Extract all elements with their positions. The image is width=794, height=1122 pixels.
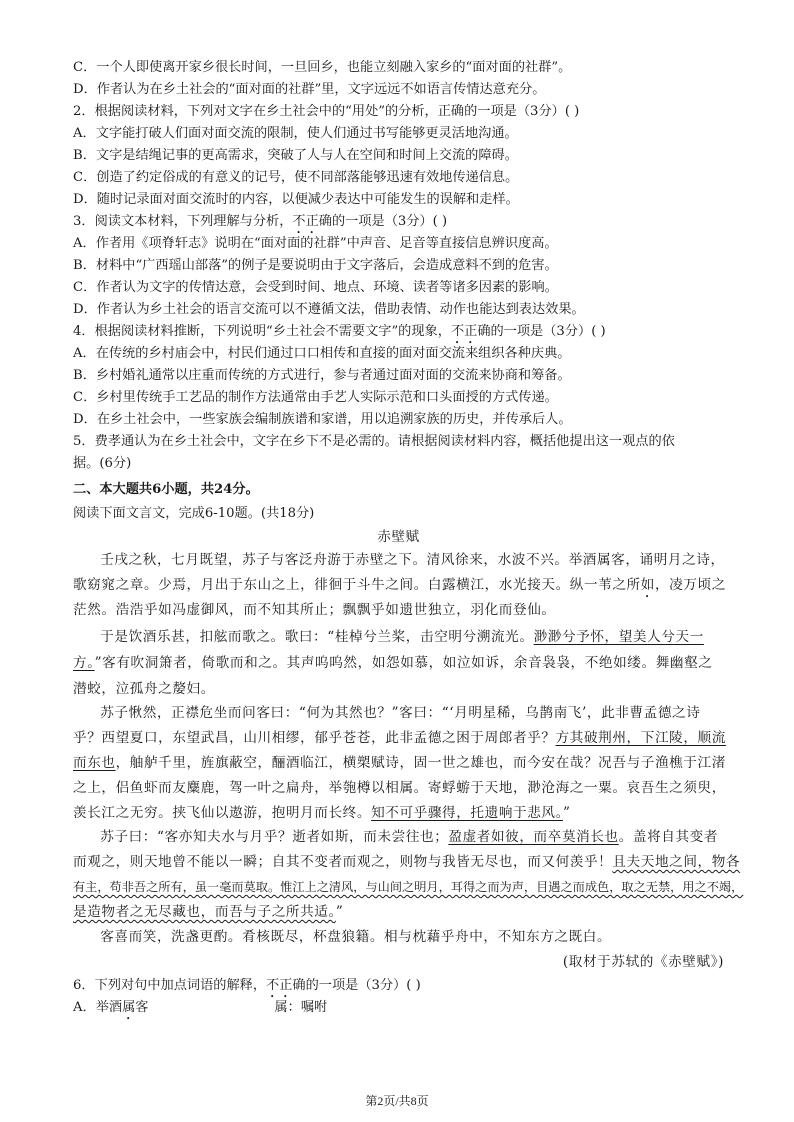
passage-p3-line3: [73, 752, 724, 774]
p3-underlined: 方其破荆州，下江陵，顺流: [555, 730, 726, 746]
q2-stem: 2．根据阅读材料，下列对文字在乡土社会中的“用处”的分析，正确的一项是（3分）( ): [73, 104, 580, 119]
q3-option-d: D．作者认为乡土社会的语言交流可以不遵循文法，借助表情、动作也能达到表达效果。: [73, 302, 585, 317]
q3-stem: [73, 211, 724, 233]
p2-text: 于是饮酒乐甚，扣舷而歌之。歌曰：“桂棹兮兰桨，击空明兮溯流光。: [100, 629, 534, 645]
q3-stem-text: 3．阅读文本材料，下列理解与分析，: [73, 214, 293, 229]
p1-emphasis: 如: [640, 577, 655, 593]
passage-p3-line5: [73, 802, 724, 824]
q2-option-a: A．文字能打破人们面对面交流的限制，使人们通过书写能够更灵活地沟通。: [73, 126, 518, 141]
q6-option-a-end: 客: [135, 1000, 149, 1015]
q4-option-b: B．乡村婚礼通常以庄重而传统的方式进行，参与者通过面对面的交流来协商和筹备。: [73, 368, 571, 383]
p4-text-end: 。盖将自其变者: [618, 829, 719, 845]
p3-text: 乎？西望夏口，东望武昌，山川相缪，郁乎苍苍，此非孟德之困于周郎者乎？: [73, 730, 556, 746]
p1-text: 歌窈窕之章。少焉，月出于东山之上，徘徊于斗牛之间。白露横江，水光接天。纵一苇之所: [73, 577, 641, 593]
p2-underlined-end: 方。: [73, 655, 95, 671]
p4-underlined: 盈虚者如彼，而卒莫消长也: [448, 829, 619, 845]
p2-text-cont: ”客有吹洞箫者，倚歌而和之。其声呜呜然，如怨如慕，如泣如诉，余音袅袅，不绝如缕。舞幽壑之: [94, 655, 713, 671]
passage-p2-line1: [73, 626, 724, 648]
p4-text: 苏子曰：“客亦知夫水与月乎？逝者如斯，而未尝往也；: [100, 829, 449, 845]
p1-text-end: ，凌万顷之: [654, 577, 726, 593]
q4-stem-text: 4．根据阅读材料推断，下列说明“乡土社会不需要文字”的现象，: [73, 324, 451, 339]
q5-stem-line2: 据。(6分): [73, 456, 132, 471]
passage-p3-line1: 苏子愀然，正襟危坐而问客曰：“何为其然也？”客曰：“‘月明星稀，乌鹊南飞’，此非曹孟德之诗: [100, 705, 701, 721]
q4-emphasis: 不正: [450, 324, 478, 339]
p3-text-cont: ，舳舻千里，旌旗蔽空，酾酒临江，横槊赋诗，固一世之雄也，而今安在哉？况吾与子渔樵于江渚: [115, 755, 726, 771]
passage-p4-line3: [73, 876, 744, 898]
q4-stem: [73, 321, 724, 343]
q6-option-a-emphasis: 属: [122, 1000, 136, 1015]
q3-option-b: B．材料中“广西瑶山部落”的例子是要说明由于文字落后，会造成意料不到的危害。: [73, 258, 558, 273]
p4-wavy: 且夫天地之间，物各: [612, 854, 741, 870]
passage-p3-line4: 之上，侣鱼虾而友麋鹿，驾一叶之扁舟，举匏樽以相属。寄蜉蝣于天地，渺沧海之一粟。哀吾生之须臾，: [73, 780, 726, 796]
passage-p5: 客喜而笑，洗盏更酌。肴核既尽，杯盘狼籍。相与枕藉乎舟中，不知东方之既白。: [100, 929, 612, 945]
q2-option-b: B．文字是结绳记事的更高需求，突破了人与人在空间和时间上交流的障碍。: [73, 148, 518, 163]
q3-option-c: C．作者认为文字的传情达意，会受到时间、地点、环境、读者等诸多因素的影响。: [73, 280, 558, 295]
p4-wavy-end: 是造物者之无尽藏也，而吾与子之所共适。: [73, 904, 336, 920]
p4-text-2: 而观之，则天地曾不能以一瞬；自其不变者而观之，则物与我皆无尽也，而又何羡乎！: [73, 854, 613, 870]
q4-option-d: D．在乡土社会中，一些家族会编制族谱和家谱，用以追溯家族的历史，并传承后人。: [73, 412, 572, 427]
section-intro: 阅读下面文言文，完成6-10题。(共18分): [73, 506, 315, 521]
p3-underlined-end: 而东也: [73, 755, 116, 771]
p3-close-quote: ”: [563, 805, 571, 821]
q6-emphasis: 不正: [266, 978, 293, 993]
passage-source: (取材于苏轼的《赤壁赋》): [562, 954, 724, 970]
passage-p3-line2: [73, 727, 724, 749]
p4-wavy-cont: 有主，苟非吾之所有，虽一毫而莫取。惟江上之清风，与山间之明月，耳得之而为声，目遇之而成色，取之无禁，用之不竭，: [73, 880, 744, 894]
p3-text-last: 羡长江之无穷。挟飞仙以遨游，抱明月而长终。: [73, 805, 372, 821]
q4-option-a: A．在传统的乡村庙会中，村民们通过口口相传和直接的面对面交流来组织各种庆典。: [73, 346, 571, 361]
q4-stem-end: 确的一项是（3分）( ): [477, 324, 606, 339]
q6-option-a-gloss: 属：嘱咐: [274, 1000, 328, 1015]
section-heading: 二、本大题共6小题，共24分。: [73, 482, 259, 497]
page-footer: 第2页/共8页: [365, 1094, 429, 1108]
passage-p1-line3: 茫然。浩浩乎如冯虚御风，而不知其所止；飘飘乎如遗世独立，羽化而登仙。: [73, 602, 556, 618]
q5-stem-line1: 5．费孝通认为在乡土社会中，文字在乡下不是必需的。请根据阅读材料内容，概括他提出这一观点的依: [73, 434, 675, 449]
q1-option-d: D．作者认为在乡土社会的“面对面的社群”里，文字远远不如语言传情达意充分。: [73, 82, 546, 97]
p3-underlined-last: 知不可乎骤得，托遗响于悲风。: [371, 805, 563, 821]
q2-option-c: C．创造了约定俗成的有意义的记号，使不同部落能够迅速有效地传递信息。: [73, 170, 519, 185]
q6-option-a: [73, 997, 724, 1019]
passage-p2-line2: [73, 652, 724, 674]
q3-option-a: A．作者用《项脊轩志》说明在“面对面的社群”中声音、足音等直接信息辨识度高。: [73, 236, 558, 251]
q6-stem-end: 确的一项是（3分）( ): [292, 978, 421, 993]
passage-p4-line1: [73, 826, 724, 848]
q2-option-d: D．随时记录面对面交流时的内容，以便减少表达中可能发生的误解和走样。: [73, 192, 519, 207]
p4-close-quote: ”: [335, 904, 344, 920]
p2-underlined: 渺渺兮予怀，望美人兮天一: [533, 629, 704, 645]
q4-option-c: C．乡村里传统手工艺品的制作方法通常由手艺人实际示范和口头面授的方式传递。: [73, 390, 558, 405]
q6-option-a-text: A．举酒: [73, 1000, 123, 1015]
passage-p1-line1: 壬戌之秋，七月既望，苏子与客泛舟游于赤壁之下。清风徐来，水波不兴。举酒属客，诵明月之诗，: [100, 552, 725, 568]
q6-stem: [73, 975, 724, 997]
passage-p2-line3: 潜蛟，泣孤舟之嫠妇。: [73, 681, 215, 697]
q6-stem-text: 6．下列对句中加点词语的解释，: [73, 978, 267, 993]
q3-stem-end: 确的一项是（3分）( ): [318, 214, 448, 229]
passage-title: 赤壁赋: [377, 529, 420, 545]
passage-p1-line2: [73, 574, 724, 596]
passage-p4-line4: [73, 901, 724, 923]
q1-option-c: C．一个人即使离开家乡很长时间，一旦回乡，也能立刻融入家乡的“面对面的社群”。: [73, 60, 572, 75]
passage-p4-line2: [73, 851, 741, 873]
q3-emphasis: 不正: [292, 214, 319, 229]
